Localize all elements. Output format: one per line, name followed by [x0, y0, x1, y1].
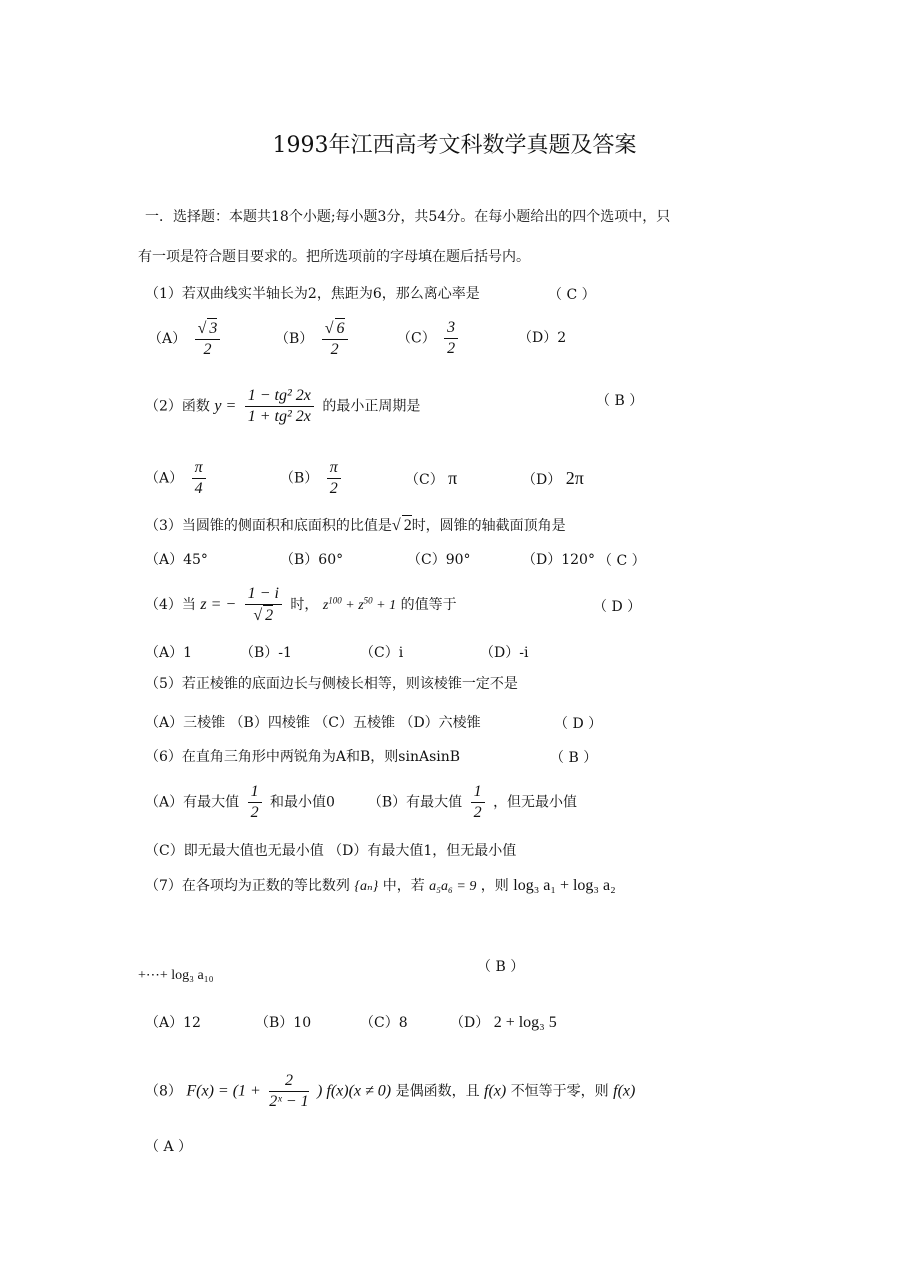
q7-d-expr: 2 + log₃ 5: [493, 1014, 557, 1031]
q8-frac-den: 2ˣ − 1: [269, 1093, 309, 1110]
q4-option-c: （C）i: [360, 645, 404, 661]
q7-option-d-label: （D）: [450, 1015, 490, 1031]
q7-text-b: 中，若: [382, 878, 425, 894]
q2-option-a: [145, 458, 210, 499]
q2-option-d-label: （D）: [522, 472, 562, 488]
q7-option-a: （A）12: [145, 1015, 201, 1031]
q1-option-b-label: （B）: [275, 331, 314, 347]
q8-line: [145, 1071, 635, 1112]
q1-a-den: 2: [203, 341, 212, 358]
q3-rad: 2: [403, 517, 412, 534]
q2-tail: 的最小正周期是: [322, 398, 421, 415]
q2-option-a-label: （A）: [145, 470, 184, 487]
q2-option-b: [280, 458, 345, 499]
q4-text-a: （4）当: [145, 597, 196, 613]
q8-label: （8）: [145, 1083, 182, 1100]
q7-cond: a₅a₆ = 9: [429, 879, 477, 894]
intro-line-2: 有一项是符合题目要求的。把所选项前的字母填在题后括号内。: [138, 249, 530, 265]
q6-options-ab: [145, 782, 577, 823]
q8-text-a: 是偶函数，且: [395, 1083, 480, 1100]
q8-frac-num: 2: [269, 1071, 308, 1092]
q2-option-b-label: （B）: [280, 470, 319, 487]
q6-text: （6）在直角三角形中两锐角为A和B，则sinAsinB: [145, 749, 461, 765]
q6-option-a-text: （A）有最大值: [145, 794, 240, 811]
q8-answer: （ A ）: [145, 1139, 193, 1155]
q7-option-c: （C）8: [360, 1015, 408, 1031]
q5-options: （A）三棱锥 （B）四棱锥 （C）五棱锥 （D）六棱锥: [145, 715, 481, 731]
q3-line: [145, 515, 566, 536]
q3-option-c: （C）90°: [407, 552, 471, 568]
q2-d-val: 2π: [565, 468, 584, 488]
q4-z-num: 1 − i: [245, 584, 282, 605]
q4-z-den: 2: [265, 607, 274, 624]
q4-answer: （ D ）: [593, 599, 642, 615]
q2-b-den: 2: [329, 480, 338, 497]
q2-a-num: π: [192, 458, 206, 479]
q6-a-den: 2: [250, 804, 259, 821]
q6-answer: （ B ）: [550, 750, 598, 766]
intro-line-1: 一．选择题：本题共18个小题;每小题3分，共54分。在每小题给出的四个选项中，只: [145, 209, 671, 225]
q3-option-d: （D）120°: [522, 552, 595, 568]
q8-expr-a: F(x) = (1 +: [186, 1082, 261, 1100]
q6-b-den: 2: [473, 804, 482, 821]
q2-b-num: π: [327, 458, 341, 479]
q3-answer: （ C ）: [598, 553, 646, 569]
q1-option-b-frac: $\frac{√ 6}{2}$: [322, 318, 348, 360]
q2-a-den: 4: [194, 480, 203, 497]
q4-expr: $z^{100} + z^{50} + 1$: [322, 595, 397, 613]
q6-option-a-frac: [248, 782, 262, 823]
q2-c-val: π: [448, 468, 458, 488]
q6-options-cd: （C）即无最大值也无最小值 （D）有最大值1，但无最小值: [145, 843, 517, 859]
q3-text-b: 时，圆锥的轴截面顶角是: [411, 518, 566, 534]
q4-option-a: （A）1: [145, 645, 193, 661]
q4-option-d: （D）-i: [480, 645, 529, 661]
q4-text-b: 时，: [290, 597, 319, 613]
q8-fx-2: f(x): [613, 1082, 636, 1100]
q1-option-c: [397, 318, 462, 359]
q2-option-c-label: （C）: [405, 472, 444, 488]
q7-option-d: [450, 1013, 557, 1033]
q1-option-c-frac: [444, 318, 458, 359]
q6-b-num: 1: [471, 782, 485, 803]
q8-text-b: 不恒等于零，则: [510, 1083, 609, 1100]
q2-line: [145, 386, 420, 427]
q7-expr2: +⋯+ log₃ a₁₀: [138, 968, 214, 983]
q2-y: y =: [214, 397, 237, 415]
q7-text-c: ，则: [480, 878, 509, 894]
q3-option-a: （A）45°: [145, 552, 208, 568]
q7-seq: {aₙ}: [354, 879, 379, 894]
q3-text-a: （3）当圆锥的侧面积和底面积的比值是: [145, 518, 392, 534]
q2-frac: [245, 386, 314, 427]
q8-frac: [269, 1071, 308, 1112]
q1-b-num: 6: [336, 320, 345, 337]
q1-option-a-label: （A）: [148, 331, 187, 347]
q7-answer: （ B ）: [477, 959, 525, 975]
q1-option-b: [275, 318, 352, 360]
q1-c-num: 3: [444, 318, 458, 339]
q2-option-b-frac: [327, 458, 341, 499]
q1-option-d: （D）2: [518, 330, 567, 346]
q3-option-b: （B）60°: [280, 552, 344, 568]
q8-fx-1: f(x): [484, 1082, 507, 1100]
q1-c-den: 2: [447, 340, 456, 357]
q2-answer: （ B ）: [596, 393, 644, 409]
q6-option-b-frac: [471, 782, 485, 823]
q2-label: （2）函数: [145, 398, 210, 415]
q2-option-d: [522, 468, 584, 490]
q1-a-num: 3: [209, 320, 218, 337]
q2-option-a-frac: [192, 458, 206, 499]
q1-option-a: [148, 318, 224, 360]
q4-frac: $\frac{1 - i}{√ 2}$: [245, 584, 282, 626]
q1-option-c-label: （C）: [397, 330, 436, 347]
q1-answer: （ C ）: [548, 287, 596, 303]
q1-b-den: 2: [330, 341, 339, 358]
page-title: 1993年江西高考文科数学真题及答案: [272, 133, 637, 158]
q4-z: z = −: [200, 596, 237, 613]
q2-option-c: [405, 468, 457, 490]
q4-line: [145, 584, 457, 626]
q4-text-c: 的值等于: [400, 597, 457, 613]
q6-option-a-tail: 和最小值0: [270, 794, 335, 811]
q1-option-a-frac: $\frac{√ 3}{2}$: [195, 318, 221, 360]
q6-a-num: 1: [248, 782, 262, 803]
q7-option-b: （B）10: [255, 1015, 312, 1031]
q3-sqrt: √ 2: [391, 517, 412, 534]
q2-num: 1 − tg² 2x: [245, 386, 314, 407]
q6-option-b-tail: ，但无最小值: [493, 794, 578, 811]
q5-answer: （ D ）: [554, 716, 603, 732]
q8-expr-b: ) f(x)(x ≠ 0): [317, 1082, 392, 1100]
q5-text: （5）若正棱锥的底面边长与侧棱长相等，则该棱锥一定不是: [145, 676, 518, 692]
q7-line: [145, 876, 616, 897]
q7-expr1: log₃ a₁ + log₃ a₂: [513, 877, 616, 894]
q2-den: 1 + tg² 2x: [247, 408, 311, 425]
q6-option-b-text: （B）有最大值: [367, 794, 463, 811]
q1-text: （1）若双曲线实半轴长为2，焦距为6，那么离心率是: [145, 286, 480, 302]
q7-text-a: （7）在各项均为正数的等比数列: [145, 878, 350, 894]
q4-option-b: （B）-1: [240, 645, 292, 661]
